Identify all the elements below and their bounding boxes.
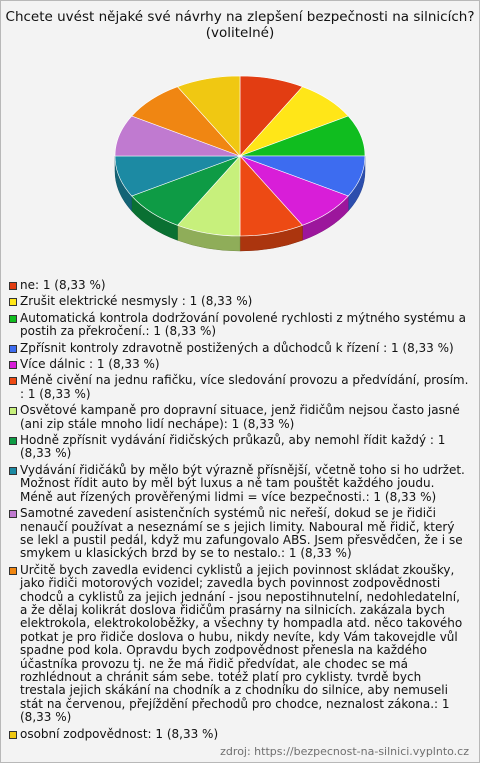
legend-label: Samotné zavedení asistenčních systémů nic neřeší, dokud se je řidiči nenaučí používat a neseznámí se s jejich limity. Naboural mě řidič, který se lekl a pustil pedál, když mu zafungovalo ABS. Jsem přesvědčen, že i se smykem u klasických brzd by se to nestalo.: 1 (8,33 %) xyxy=(20,506,463,561)
legend-item xyxy=(9,295,469,308)
legend-label: Vydávání řidičáků by mělo být výrazně přísnější, včetně toho si ho udržet. Možnost řídit auto by měl být luxus a ně tam pouštět každého joudu. Méně aut řízených prověřenými lidmi = více bezpečnosti.: 1 (8,33 %) xyxy=(20,462,465,504)
legend-swatch xyxy=(9,407,17,415)
legend-swatch xyxy=(9,377,17,385)
legend-swatch xyxy=(9,361,17,369)
legend-item xyxy=(9,564,469,725)
pie-chart xyxy=(1,1,479,281)
legend-label: Hodně zpřísnit vydávání řidičských průkazů, aby nemohl řídit každý : 1 (8,33 %) xyxy=(20,433,446,461)
legend-label: Více dálnic : 1 (8,33 %) xyxy=(20,357,160,372)
pie-top xyxy=(115,76,365,236)
legend-item xyxy=(9,404,469,431)
legend-swatch xyxy=(9,298,17,306)
source-text: zdroj: https://bezpecnost-na-silnici.vyplnto.cz xyxy=(220,745,469,758)
legend-label: ne: 1 (8,33 %) xyxy=(20,278,106,292)
legend-label: Zpřísnit kontroly zdravotně postižených a důchodců k řízení : 1 (8,33 %) xyxy=(20,340,454,355)
chart-title: Chcete uvést nějaké své návrhy na zlepšení bezpečnosti na silnicích? (volitelné) xyxy=(5,9,475,41)
legend-item xyxy=(9,312,469,339)
legend-item xyxy=(9,358,469,371)
legend-item xyxy=(9,507,469,561)
legend-label: Určitě bych zavedla evidenci cyklistů a jejich povinnost skládat zkoušky, jako řidiči motorových vozidel; zavedla bych povinnost zodpovědnosti chodců a cyklistů za jejich jednání - jsou nepostihnutelní, nedohledatelní, a že dělaj kolikrát doslova řidičům prasárny na silnicích. zakázala bych elektrokola, elektrokoloběžky, a všechny ty hompadla atd. něco takového potkat je pro řidiče doslova o hubu, nikdy nevíte, kdy Vám takovejdle vůl spadne pod kola. Opravdu bych zodpovědnost přenesla na každého účastníka provozu tj. ne že má řidič předvídat, ale chodec se má rozhlédnout a chránit sám sebe. totéž platí pro cyklisty. tvrdě bych trestala jejich skákání na chodník a z chodníku do silnice, aby nemuseli stát na červenou, přejíždění přechodů pro chodce, neznalost zákona.: 1 (8,33 %) xyxy=(20,562,463,725)
legend-swatch xyxy=(9,437,17,445)
legend-label: Osvětové kampaně pro dopravní situace, jenž řidičům nejsou často jasné (ani zip stále mnoho lidí nechápe): 1 (8,33 %) xyxy=(20,403,460,431)
legend-label: osobní zodpovědnost: 1 (8,33 %) xyxy=(20,726,219,741)
legend-item xyxy=(9,374,469,401)
legend-item xyxy=(9,464,469,504)
legend-item xyxy=(9,728,469,741)
legend-label: Méně civění na jednu rafičku, více sledování provozu a předvídání, prosím. : 1 (8,33 %) xyxy=(20,373,469,401)
legend-swatch xyxy=(9,282,17,290)
legend-label: Automatická kontrola dodržování povolené rychlosti z mýtného systému a postih za překročení.: 1 (8,33 %) xyxy=(20,310,466,339)
legend-item xyxy=(9,434,469,461)
legend-swatch xyxy=(9,567,17,575)
chart-legend xyxy=(9,279,469,744)
legend-swatch xyxy=(9,467,17,475)
legend-swatch xyxy=(9,315,17,323)
legend-swatch xyxy=(9,345,17,353)
legend-swatch xyxy=(9,510,17,518)
legend-item xyxy=(9,342,469,355)
legend-label: Zrušit elektrické nesmysly : 1 (8,33 %) xyxy=(20,294,253,309)
pie-area xyxy=(1,1,479,281)
legend-item xyxy=(9,279,469,292)
legend-swatch xyxy=(9,731,17,739)
